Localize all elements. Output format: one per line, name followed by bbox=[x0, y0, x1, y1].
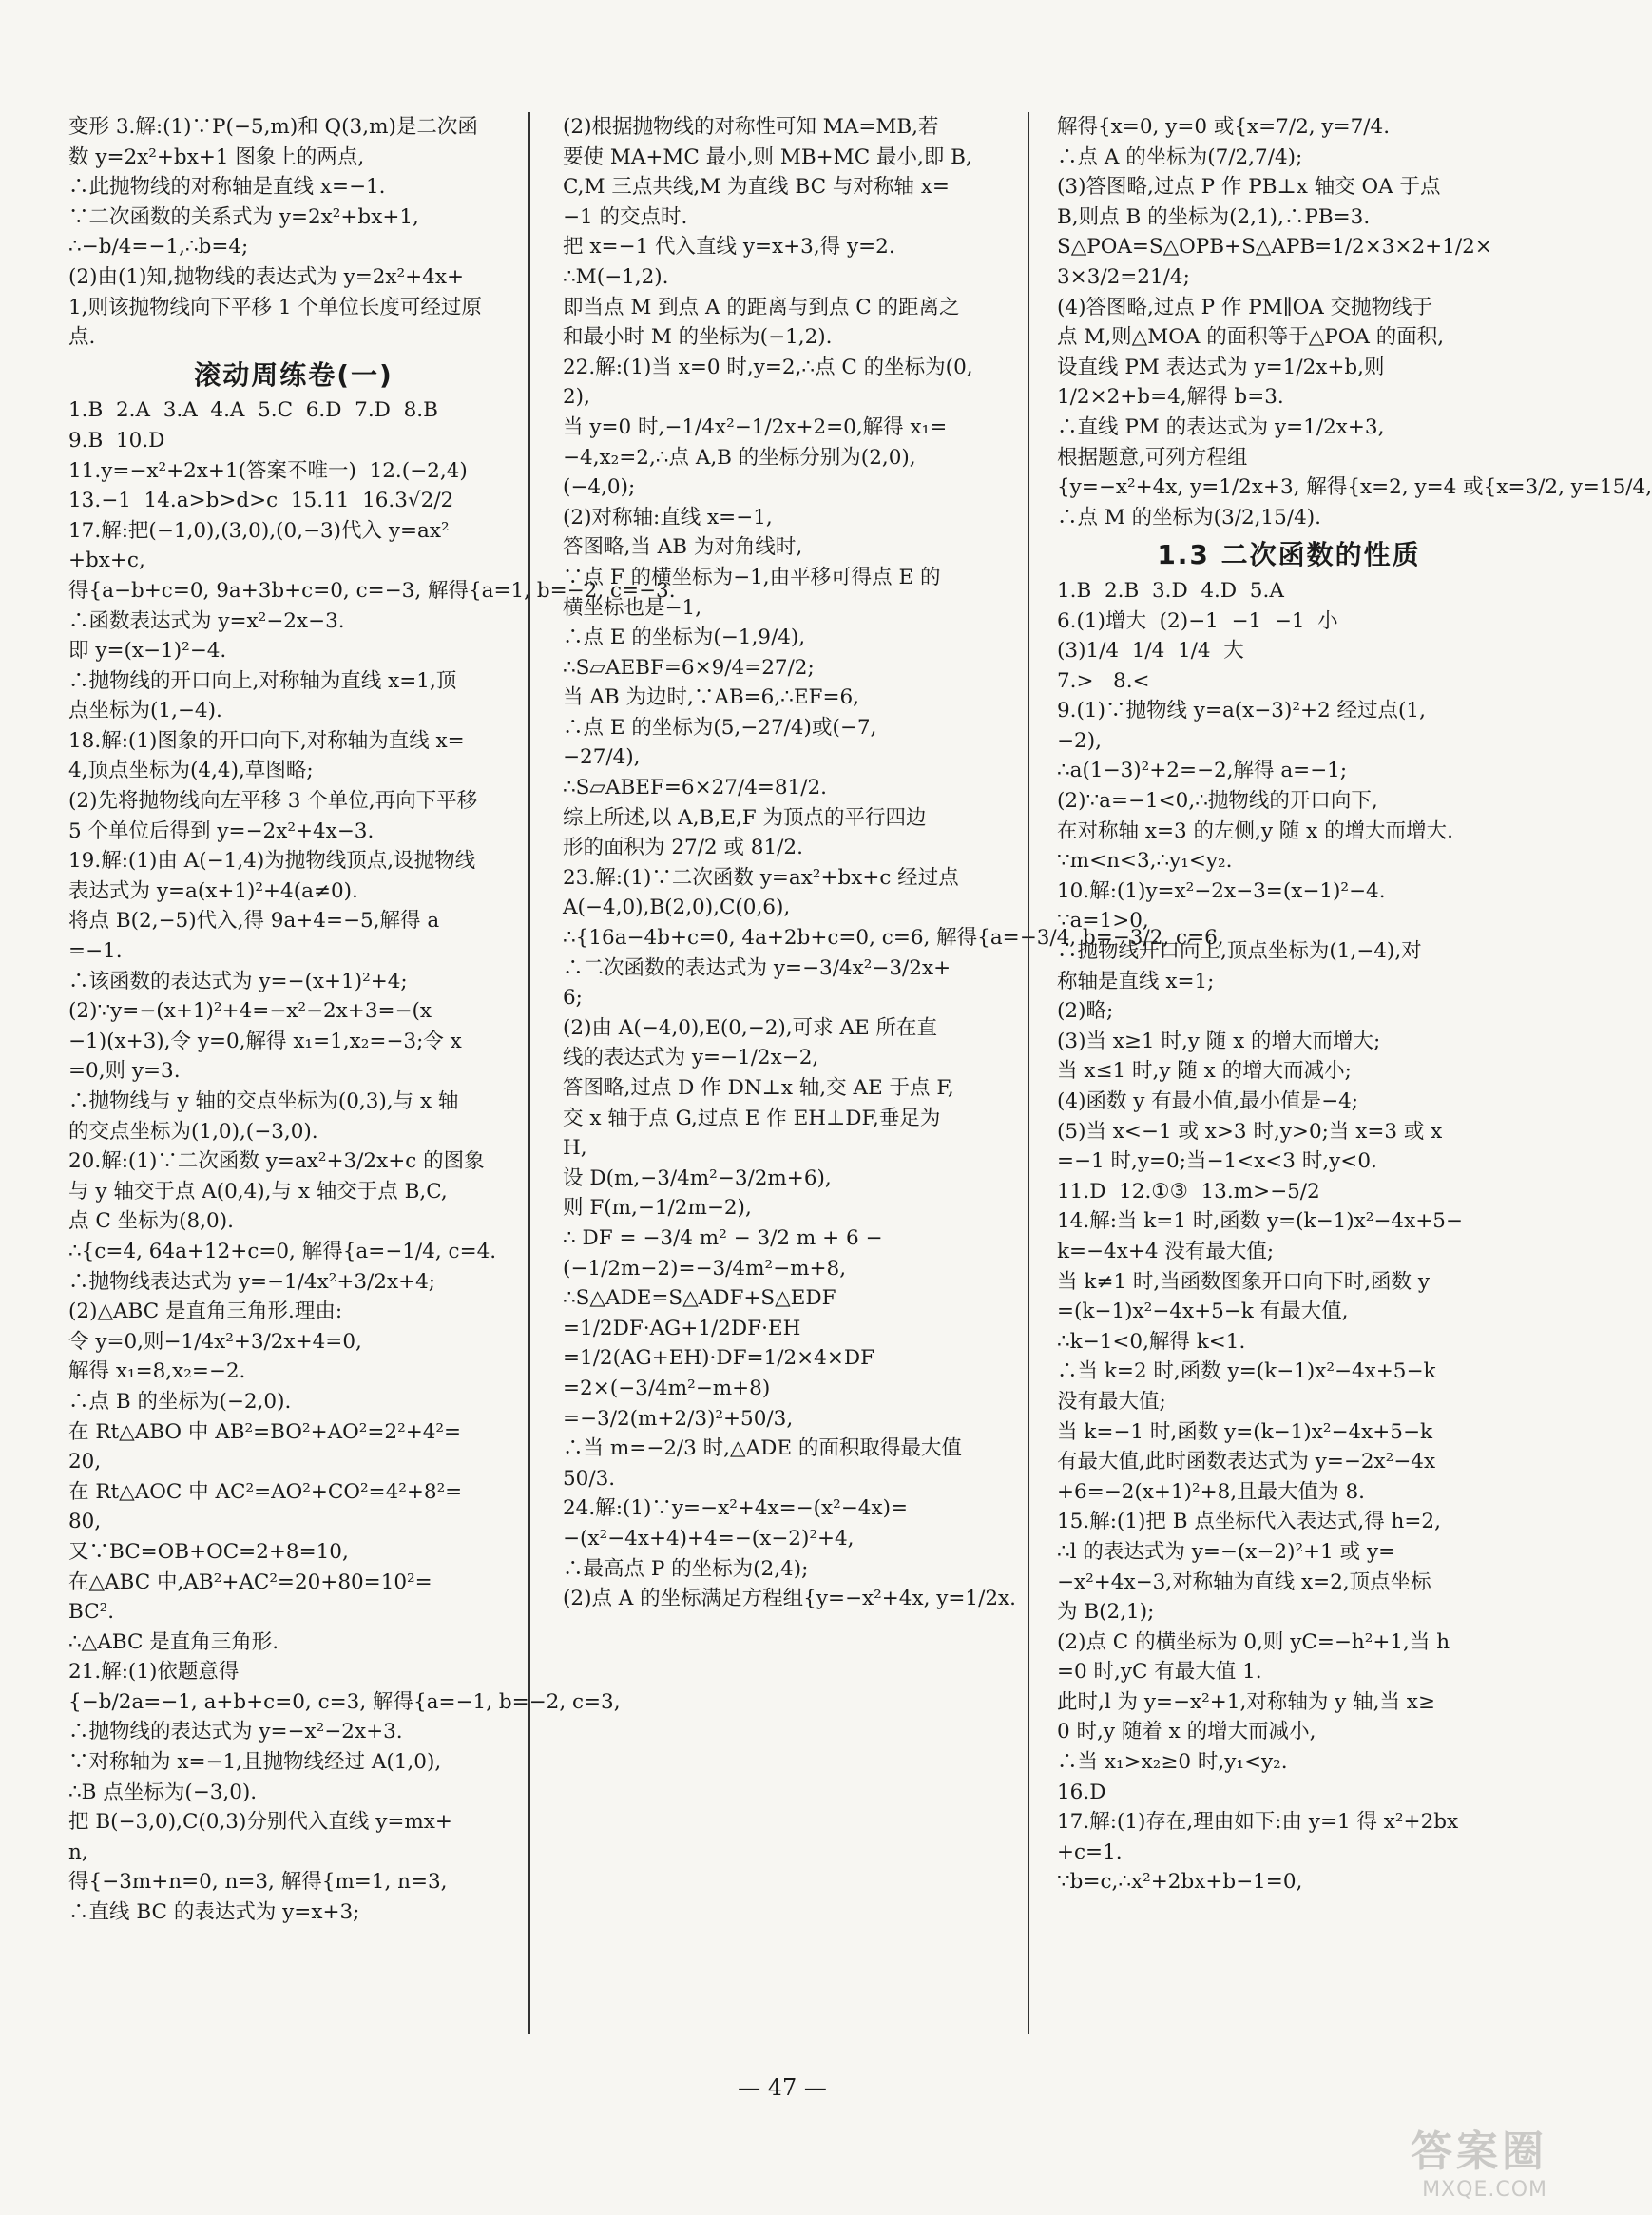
text-line: (4)答图略,过点 P 作 PM∥OA 交抛物线于 bbox=[1057, 295, 1433, 319]
text-line: 14.解:当 k=1 时,函数 y=(k−1)x²−4x+5− bbox=[1057, 1209, 1463, 1234]
text-line: 把 B(−3,0),C(0,3)分别代入直线 y=mx+ bbox=[68, 1810, 452, 1835]
text-line: 为 B(2,1); bbox=[1057, 1600, 1155, 1625]
text-line: 22.解:(1)当 x=0 时,y=2,∴点 C 的坐标为(0, bbox=[563, 355, 973, 379]
text-line: 令 y=0,则−1/4x²+3/2x+4=0, bbox=[68, 1329, 362, 1354]
text-line: −2), bbox=[1057, 728, 1102, 753]
text-line: 4,顶点坐标为(4,4),草图略; bbox=[68, 759, 314, 783]
text-line: −x²+4x−3,对称轴为直线 x=2,顶点坐标 bbox=[1057, 1570, 1431, 1594]
text-line: ∴l 的表达式为 y=−(x−2)²+1 或 y= bbox=[1057, 1539, 1396, 1564]
text-line: ∴S▱ABEF=6×27/4=81/2. bbox=[563, 776, 827, 800]
text-line: (2)根据抛物线的对称性可知 MA=MB,若 bbox=[563, 115, 939, 139]
text-line: ∴抛物线与 y 轴的交点坐标为(0,3),与 x 轴 bbox=[68, 1089, 459, 1113]
watermark-logo: 答案圈 bbox=[1411, 2128, 1547, 2176]
text-line: ∵m<n<3,∴y₁<y₂. bbox=[1057, 849, 1233, 874]
column-divider-left bbox=[528, 112, 530, 2034]
text-line: 21.解:(1)依题意得 bbox=[68, 1660, 240, 1685]
text-line: −1 的交点时. bbox=[563, 204, 688, 229]
text-line: ∴当 x₁>x₂≥0 时,y₁<y₂. bbox=[1057, 1750, 1288, 1775]
text-line: 变形 3.解:(1)∵P(−5,m)和 Q(3,m)是二次函 bbox=[68, 115, 478, 139]
text-line: (2)先将抛物线向左平移 3 个单位,再向下平移 bbox=[68, 789, 478, 814]
text-line: (3)当 x≥1 时,y 随 x 的增大而增大; bbox=[1057, 1029, 1381, 1053]
text-line: 即 y=(x−1)²−4. bbox=[68, 639, 227, 664]
text-line: ∴点 E 的坐标为(−1,9/4), bbox=[563, 626, 806, 650]
text-line: 在△ABC 中,AB²+AC²=20+80=10²= bbox=[68, 1570, 432, 1594]
text-line: ∵二次函数的关系式为 y=2x²+bx+1, bbox=[68, 204, 419, 229]
text-line: H, bbox=[563, 1136, 587, 1161]
text-line: ∴{16a−4b+c=0, 4a+2b+c=0, c=6, 解得{a=−3/4, b=−3/2, c=6, bbox=[563, 926, 1224, 951]
text-line: ∴抛物线的开口向上,对称轴为直线 x=1,顶 bbox=[68, 668, 457, 693]
text-line: 与 y 轴交于点 A(0,4),与 x 轴交于点 B,C, bbox=[68, 1179, 448, 1204]
text-line: 答图略,过点 D 作 DN⊥x 轴,交 AE 于点 F, bbox=[563, 1076, 954, 1100]
text-line: 1.B 2.A 3.A 4.A 5.C 6.D 7.D 8.B bbox=[68, 398, 438, 423]
text-line: S△POA=S△OPB+S△APB=1/2×3×2+1/2× bbox=[1057, 235, 1492, 260]
text-line: (−4,0); bbox=[563, 475, 636, 500]
text-line: ∴抛物线表达式为 y=−1/4x²+3/2x+4; bbox=[68, 1269, 436, 1294]
text-line: 2), bbox=[563, 385, 590, 410]
text-line: 23.解:(1)∵二次函数 y=ax²+bx+c 经过点 bbox=[563, 865, 959, 890]
text-line: B,则点 B 的坐标为(2,1),∴PB=3. bbox=[1057, 204, 1371, 229]
text-line: ∴a(1−3)²+2=−2,解得 a=−1; bbox=[1057, 759, 1348, 783]
text-line: 9.B 10.D bbox=[68, 428, 165, 453]
right-column bbox=[1057, 112, 1652, 2034]
watermark bbox=[1411, 2117, 1547, 2202]
text-line: ∴当 k=2 时,函数 y=(k−1)x²−4x+5−k bbox=[1057, 1359, 1436, 1384]
text-line: ∴k−1<0,解得 k<1. bbox=[1057, 1329, 1246, 1354]
text-line: A(−4,0),B(2,0),C(0,6), bbox=[563, 896, 791, 920]
text-line: 当 AB 为边时,∵AB=6,∴EF=6, bbox=[563, 685, 860, 710]
text-line: 综上所述,以 A,B,E,F 为顶点的平行四边 bbox=[563, 805, 927, 830]
text-line: −(x²−4x+4)+4=−(x−2)²+4, bbox=[563, 1526, 855, 1550]
text-line: 称轴是直线 x=1; bbox=[1057, 969, 1215, 993]
text-line: 当 x≤1 时,y 随 x 的增大而减小; bbox=[1057, 1059, 1352, 1084]
text-line: 6; bbox=[563, 986, 583, 1011]
text-line: 18.解:(1)图象的开口向下,对称轴为直线 x= bbox=[68, 728, 465, 753]
text-line: +bx+c, bbox=[68, 549, 145, 573]
text-line: (−1/2m−2)=−3/4m²−m+8, bbox=[563, 1256, 847, 1281]
text-line: 在 Rt△ABO 中 AB²=BO²+AO²=2²+4²= bbox=[68, 1419, 462, 1444]
text-line: 根据题意,可列方程组 bbox=[1057, 445, 1248, 470]
text-line: 此时,l 为 y=−x²+1,对称轴为 y 轴,当 x≥ bbox=[1057, 1689, 1435, 1714]
text-line: ∴抛物线开口向上,顶点坐标为(1,−4),对 bbox=[1057, 939, 1422, 964]
text-line: 20, bbox=[68, 1450, 102, 1474]
text-line: 15.解:(1)把 B 点坐标代入表达式,得 h=2, bbox=[1057, 1510, 1441, 1534]
text-line: ∴−b/4=−1,∴b=4; bbox=[68, 235, 249, 260]
column-divider-right bbox=[1028, 112, 1029, 2034]
text-line: 1,则该抛物线向下平移 1 个单位长度可经过原 bbox=[68, 295, 482, 319]
text-line: ∴当 m=−2/3 时,△ADE 的面积取得最大值 bbox=[563, 1436, 962, 1461]
text-line: 7.> 8.< bbox=[1057, 668, 1150, 693]
text-line: −27/4), bbox=[563, 745, 641, 770]
text-line: 和最小时 M 的坐标为(−1,2). bbox=[563, 325, 833, 350]
text-line: 11.y=−x²+2x+1(答案不唯一) 12.(−2,4) bbox=[68, 458, 468, 483]
text-line: ∴点 B 的坐标为(−2,0). bbox=[68, 1389, 292, 1414]
text-line: 24.解:(1)∵y=−x²+4x=−(x²−4x)= bbox=[563, 1496, 909, 1521]
text-line: 50/3. bbox=[563, 1466, 616, 1491]
text-line: =0 时,yC 有最大值 1. bbox=[1057, 1660, 1262, 1685]
text-line: =1/2(AG+EH)·DF=1/2×4×DF bbox=[563, 1346, 875, 1371]
text-line: (2)点 A 的坐标满足方程组{y=−x²+4x, y=1/2x. bbox=[563, 1587, 1016, 1611]
text-line: ∴{c=4, 64a+12+c=0, 解得{a=−1/4, c=4. bbox=[68, 1239, 497, 1263]
text-line: 1.B 2.B 3.D 4.D 5.A bbox=[1057, 578, 1284, 603]
page-number: — 47 — bbox=[738, 2074, 827, 2101]
text-line: 在 Rt△AOC 中 AC²=AO²+CO²=4²+8²= bbox=[68, 1479, 463, 1504]
text-line: ∴抛物线的表达式为 y=−x²−2x+3. bbox=[68, 1720, 403, 1744]
text-line: ∴点 E 的坐标为(5,−27/4)或(−7, bbox=[563, 715, 877, 740]
text-line: 13.−1 14.a>b>d>c 15.11 16.3√2/2 bbox=[68, 489, 454, 513]
text-line: 当 k=−1 时,函数 y=(k−1)x²−4x+5−k bbox=[1057, 1419, 1433, 1444]
text-line: ∴ DF = −3/4 m² − 3/2 m + 6 − bbox=[563, 1225, 883, 1250]
text-line: 要使 MA+MC 最小,则 MB+MC 最小,即 B, bbox=[563, 144, 972, 169]
text-line: 即当点 M 到点 A 的距离与到点 C 的距离之 bbox=[563, 295, 960, 319]
text-line: 19.解:(1)由 A(−1,4)为抛物线顶点,设抛物线 bbox=[68, 849, 476, 874]
text-line: ∴直线 BC 的表达式为 y=x+3; bbox=[68, 1900, 360, 1925]
text-line: −1)(x+3),令 y=0,解得 x₁=1,x₂=−3;令 x bbox=[68, 1029, 462, 1053]
text-line: 20.解:(1)∵二次函数 y=ax²+3/2x+c 的图象 bbox=[68, 1149, 485, 1174]
text-line: ∴函数表达式为 y=x²−2x−3. bbox=[68, 608, 345, 633]
text-line: 将点 B(2,−5)代入,得 9a+4=−5,解得 a bbox=[68, 909, 440, 934]
text-line: ∴直线 PM 的表达式为 y=1/2x+3, bbox=[1057, 414, 1385, 439]
text-line: =−1. bbox=[68, 939, 123, 964]
text-line: ∵b=c,∴x²+2bx+b−1=0, bbox=[1057, 1870, 1303, 1895]
text-line: 则 F(m,−1/2m−2), bbox=[563, 1196, 752, 1221]
text-line: 1/2×2+b=4,解得 b=3. bbox=[1057, 385, 1284, 410]
text-line: ∴S▱AEBF=6×9/4=27/2; bbox=[563, 655, 815, 680]
text-line: ∴B 点坐标为(−3,0). bbox=[68, 1780, 258, 1804]
text-line: =−3/2(m+2/3)²+50/3, bbox=[563, 1406, 794, 1431]
text-line: 当 y=0 时,−1/4x²−1/2x+2=0,解得 x₁= bbox=[563, 414, 948, 439]
text-line: 在对称轴 x=3 的左侧,y 随 x 的增大而增大. bbox=[1057, 819, 1453, 843]
text-line: 得{−3m+n=0, n=3, 解得{m=1, n=3, bbox=[68, 1870, 448, 1895]
text-line: 设直线 PM 表达式为 y=1/2x+b,则 bbox=[1057, 355, 1385, 379]
text-line: 又∵BC=OB+OC=2+8=10, bbox=[68, 1539, 349, 1564]
text-line: +c=1. bbox=[1057, 1839, 1123, 1864]
text-line: (2)由(1)知,抛物线的表达式为 y=2x²+4x+ bbox=[68, 264, 464, 289]
text-line: 3×3/2=21/4; bbox=[1057, 264, 1190, 289]
text-line: +6=−2(x+1)²+8,且最大值为 8. bbox=[1057, 1479, 1365, 1504]
text-line: (2)△ABC 是直角三角形.理由: bbox=[68, 1300, 343, 1324]
text-line: 点. bbox=[68, 325, 96, 350]
text-line: ∴M(−1,2). bbox=[563, 264, 669, 289]
text-line: ∵点 F 的横坐标为−1,由平移可得点 E 的 bbox=[563, 565, 941, 589]
text-line: 解得 x₁=8,x₂=−2. bbox=[68, 1359, 246, 1384]
text-line: 点 M,则△MOA 的面积等于△POA 的面积, bbox=[1057, 325, 1445, 350]
text-line: 有最大值,此时函数表达式为 y=−2x²−4x bbox=[1057, 1450, 1436, 1474]
text-line: ∵对称轴为 x=−1,且抛物线经过 A(1,0), bbox=[68, 1750, 442, 1775]
text-line: (2)略; bbox=[1057, 999, 1114, 1024]
text-line: 表达式为 y=a(x+1)²+4(a≠0). bbox=[68, 878, 358, 903]
text-line: (5)当 x<−1 或 x>3 时,y>0;当 x=3 或 x bbox=[1057, 1119, 1443, 1144]
text-line: n, bbox=[68, 1839, 88, 1864]
text-line: 0 时,y 随着 x 的增大而减小, bbox=[1057, 1720, 1316, 1744]
text-line: ∵a=1>0, bbox=[1057, 909, 1149, 934]
text-line: (2)∵a=−1<0,∴抛物线的开口向下, bbox=[1057, 789, 1378, 814]
text-line: 80, bbox=[68, 1510, 102, 1534]
text-line: 设 D(m,−3/4m²−3/2m+6), bbox=[563, 1165, 832, 1190]
watermark-url: MXQE.COM bbox=[1422, 2178, 1547, 2202]
text-line: 解得{x=0, y=0 或{x=7/2, y=7/4. bbox=[1057, 115, 1391, 139]
text-line: 的交点坐标为(1,0),(−3,0). bbox=[68, 1119, 318, 1144]
text-line: C,M 三点共线,M 为直线 BC 与对称轴 x= bbox=[563, 175, 950, 200]
text-line: {y=−x²+4x, y=1/2x+3, 解得{x=2, y=4 或{x=3/2, y=15/4, bbox=[1057, 475, 1652, 500]
text-line: =−1 时,y=0;当−1<x<3 时,y<0. bbox=[1057, 1149, 1377, 1174]
text-line: ∴最高点 P 的坐标为(2,4); bbox=[563, 1556, 809, 1581]
text-line: 点 C 坐标为(8,0). bbox=[68, 1209, 234, 1234]
text-line: 16.D bbox=[1057, 1780, 1106, 1804]
text-line: ∴二次函数的表达式为 y=−3/4x²−3/2x+ bbox=[563, 955, 951, 980]
text-line: =(k−1)x²−4x+5−k 有最大值, bbox=[1057, 1300, 1349, 1324]
text-line: 交 x 轴于点 G,过点 E 作 EH⊥DF,垂足为 bbox=[563, 1106, 941, 1130]
text-line: 当 k≠1 时,当函数图象开口向下时,函数 y bbox=[1057, 1269, 1431, 1294]
text-line: 形的面积为 27/2 或 81/2. bbox=[563, 836, 803, 860]
text-line: ∴△ABC 是直角三角形. bbox=[68, 1629, 279, 1654]
text-line: 10.解:(1)y=x²−2x−3=(x−1)²−4. bbox=[1057, 878, 1386, 903]
text-line: ∴点 M 的坐标为(3/2,15/4). bbox=[1057, 505, 1322, 530]
text-line: BC². bbox=[68, 1600, 115, 1625]
text-line: 17.解:(1)存在,理由如下:由 y=1 得 x²+2bx bbox=[1057, 1810, 1459, 1835]
text-line: 点坐标为(1,−4). bbox=[68, 699, 222, 723]
text-line: ∴此抛物线的对称轴是直线 x=−1. bbox=[68, 175, 386, 200]
text-line: 9.(1)∵抛物线 y=a(x−3)²+2 经过点(1, bbox=[1057, 699, 1426, 723]
text-line: 没有最大值; bbox=[1057, 1389, 1166, 1414]
text-line: 数 y=2x²+bx+1 图象上的两点, bbox=[68, 144, 365, 169]
text-line: 横坐标也是−1, bbox=[563, 595, 702, 620]
text-line: 17.解:把(−1,0),(3,0),(0,−3)代入 y=ax² bbox=[68, 518, 450, 543]
text-line: 6.(1)增大 (2)−1 −1 −1 小 bbox=[1057, 608, 1338, 633]
text-line: −4,x₂=2,∴点 A,B 的坐标分别为(2,0), bbox=[563, 445, 916, 470]
text-line: (4)函数 y 有最小值,最小值是−4; bbox=[1057, 1089, 1359, 1113]
text-line: (2)∵y=−(x+1)²+4=−x²−2x+3=−(x bbox=[68, 999, 432, 1024]
text-line: 11.D 12.①③ 13.m>−5/2 bbox=[1057, 1179, 1320, 1204]
text-line: ∴点 A 的坐标为(7/2,7/4); bbox=[1057, 144, 1303, 169]
text-line: 答图略,当 AB 为对角线时, bbox=[563, 535, 803, 560]
text-line: =2×(−3/4m²−m+8) bbox=[563, 1376, 771, 1400]
text-line: (2)对称轴:直线 x=−1, bbox=[563, 505, 773, 530]
text-line: k=−4x+4 没有最大值; bbox=[1057, 1239, 1275, 1263]
text-line: (2)点 C 的横坐标为 0,则 yC=−h²+1,当 h bbox=[1057, 1629, 1450, 1654]
text-line: =0,则 y=3. bbox=[68, 1059, 181, 1084]
text-line: {−b/2a=−1, a+b+c=0, c=3, 解得{a=−1, b=−2, c=3, bbox=[68, 1689, 621, 1714]
text-line: 得{a−b+c=0, 9a+3b+c=0, c=−3, 解得{a=1, b=−2, c=−3. bbox=[68, 578, 676, 603]
text-line: ∴S△ADE=S△ADF+S△EDF bbox=[563, 1286, 836, 1311]
text-line: (2)由 A(−4,0),E(0,−2),可求 AE 所在直 bbox=[563, 1015, 938, 1040]
text-line: 5 个单位后得到 y=−2x²+4x−3. bbox=[68, 819, 375, 843]
text-line: (3)1/4 1/4 1/4 大 bbox=[1057, 639, 1244, 664]
text-line: =1/2DF·AG+1/2DF·EH bbox=[563, 1316, 801, 1340]
section-title: 滚动周练卷(一) bbox=[194, 358, 394, 391]
section-title: 1.3 二次函数的性质 bbox=[1157, 539, 1421, 571]
text-line: ∴该函数的表达式为 y=−(x+1)²+4; bbox=[68, 969, 408, 993]
text-line: (3)答图略,过点 P 作 PB⊥x 轴交 OA 于点 bbox=[1057, 175, 1441, 200]
text-line: 线的表达式为 y=−1/2x−2, bbox=[563, 1046, 819, 1070]
text-line: 把 x=−1 代入直线 y=x+3,得 y=2. bbox=[563, 235, 895, 260]
